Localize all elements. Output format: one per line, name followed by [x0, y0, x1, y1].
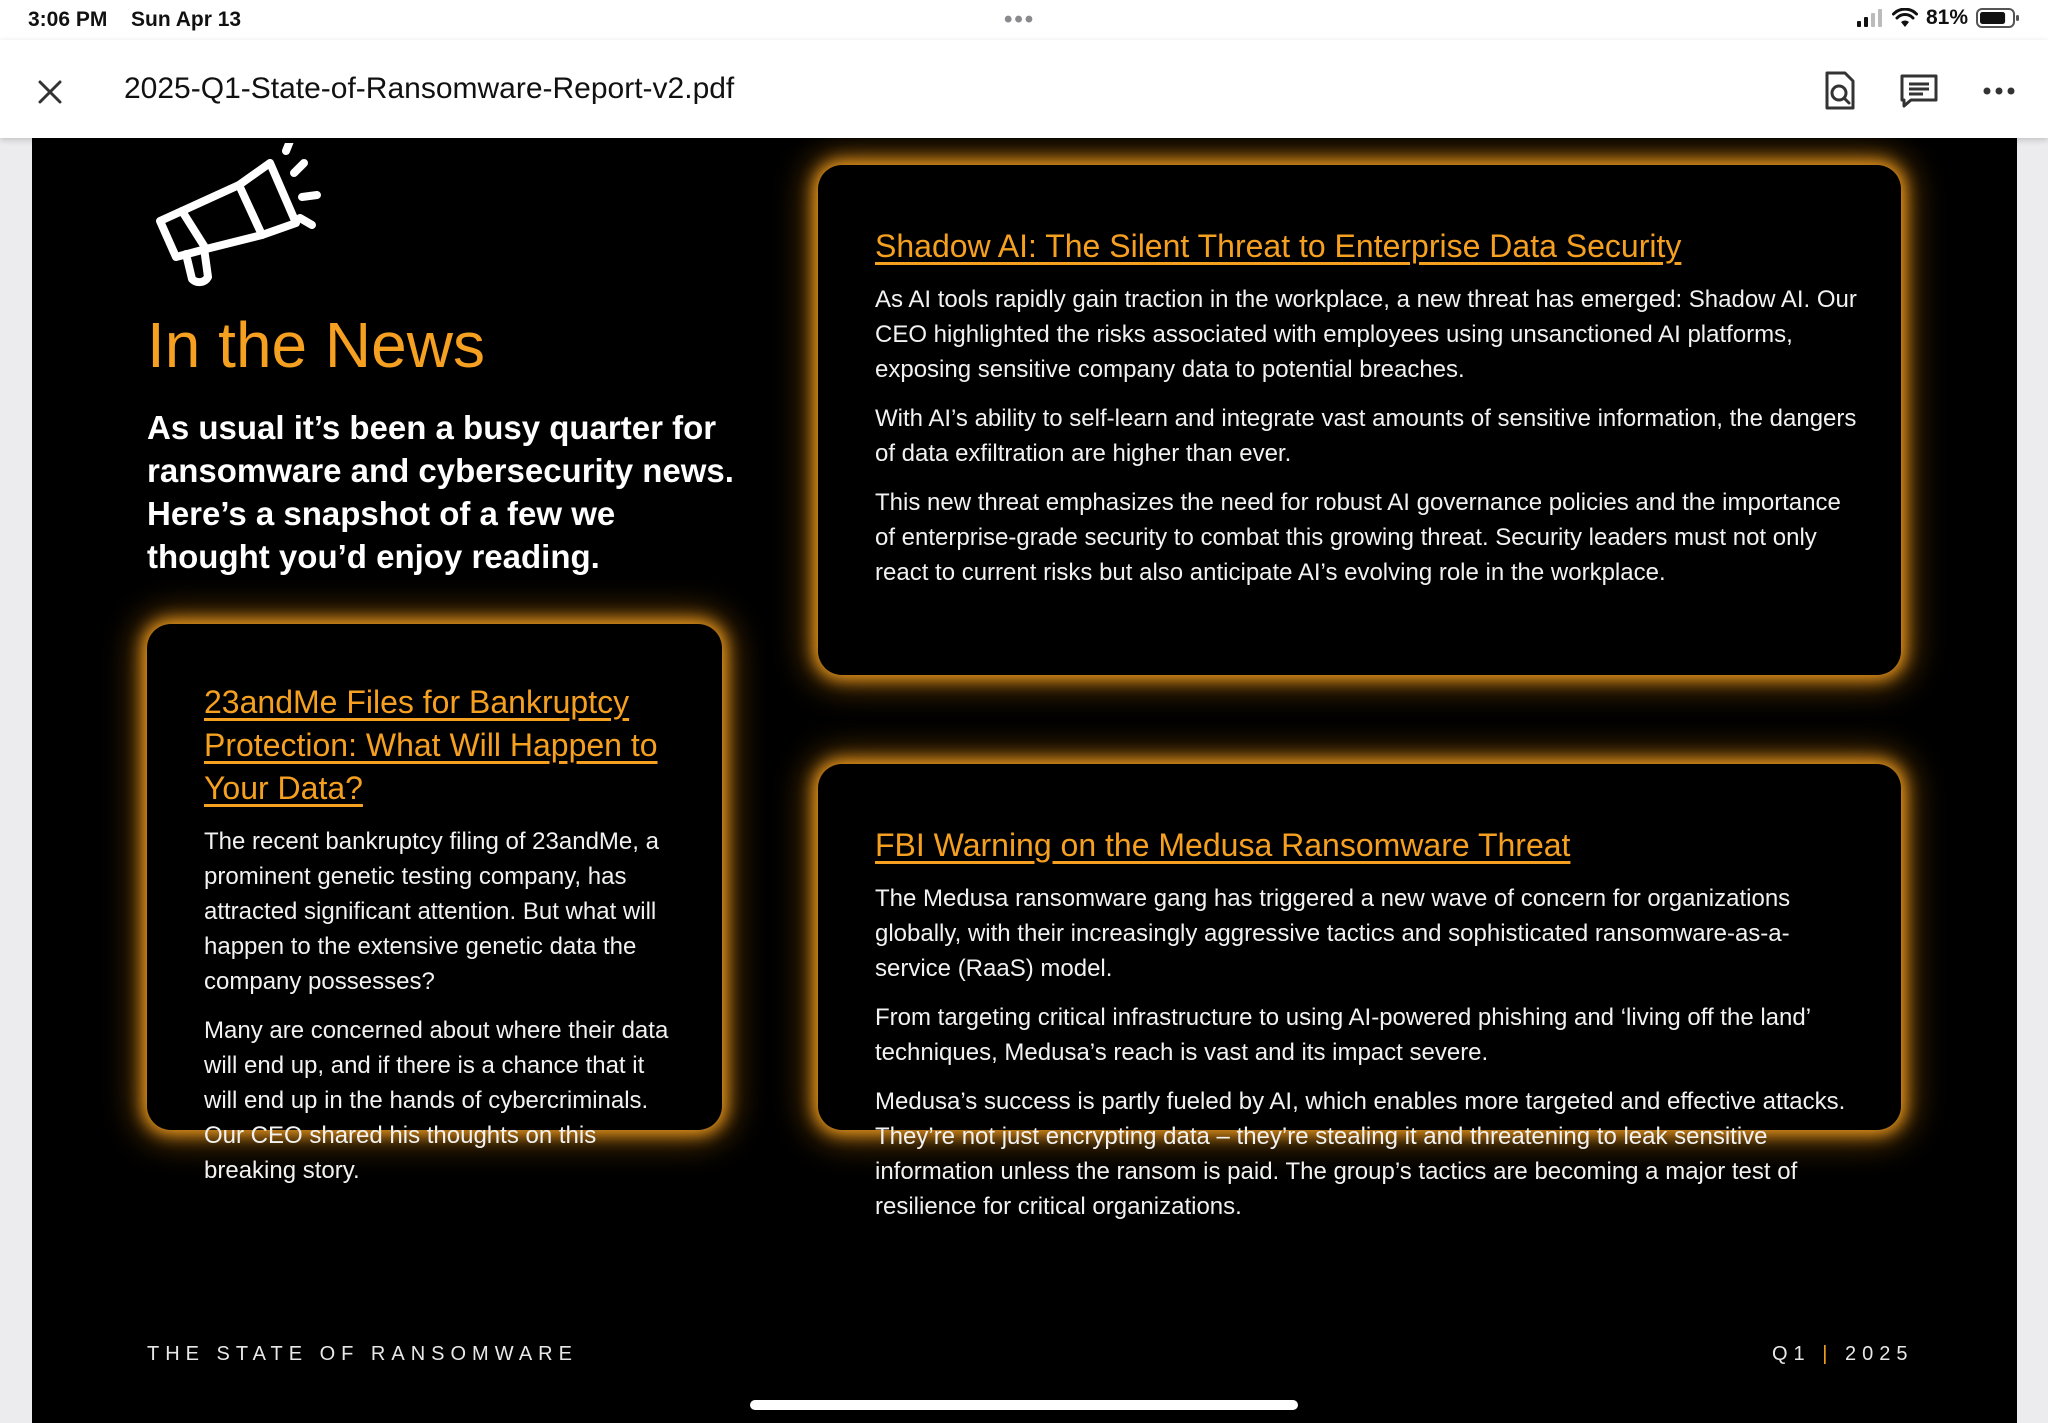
article-link-medusa[interactable]: FBI Warning on the Medusa Ransomware Threat: [875, 827, 1571, 863]
document-search-icon: [1823, 71, 1857, 111]
megaphone-icon: [144, 143, 324, 293]
battery-percent: 81%: [1925, 6, 1968, 29]
article-paragraph: This new threat emphasizes the need for robust AI governance policies and the importance of enterprise-grade security to combat this growing threat. Security leaders must not only react to current risks but also anticipate AI’s evolving role in the workplace.: [875, 489, 1841, 586]
article-paragraph: Many are concerned about where their data will end up, and if there is a chance that it will end up in the hands of cybercriminals. Our CEO shared his thoughts on this breaking story.: [204, 1017, 669, 1184]
close-button[interactable]: [30, 72, 70, 112]
comments-button[interactable]: [1894, 66, 1944, 116]
footer-quarter: Q1: [1772, 1343, 1811, 1365]
news-card-medusa: [818, 764, 1901, 1220]
multitasking-dots[interactable]: •••: [1004, 6, 1036, 33]
close-icon: [37, 79, 63, 105]
intro-text: As usual it’s been a busy quarter for ransomware and cybersecurity news. Here’s a snapshot of a few we thought you’d enjoy reading.: [147, 409, 734, 575]
article-paragraph: As AI tools rapidly gain traction in the workplace, a new threat has emerged: Shadow AI. Our CEO highlighted the risks associated with employees using unsanctioned AI platforms, exposing sensitive company data to potential breaches.: [875, 286, 1857, 383]
footer-separator: |: [1822, 1343, 1834, 1365]
status-time: 3:06 PM: [28, 8, 108, 31]
more-icon: [1982, 86, 2016, 96]
home-indicator[interactable]: [750, 1400, 1298, 1410]
article-paragraph: With AI’s ability to self-learn and integrate vast amounts of sensitive information, the dangers of data exfiltration are higher than ever.: [875, 405, 1857, 467]
document-title: 2025-Q1-State-of-Ransomware-Report-v2.pdf: [124, 72, 735, 105]
news-card-shadow-ai: [818, 165, 1901, 675]
article-paragraph: The Medusa ransomware gang has triggered a new wave of concern for organizations globally, with their increasingly aggressive tactics and sophisticated ransomware-as-a-service (RaaS) model.: [875, 885, 1791, 982]
more-options-button[interactable]: [1974, 66, 2024, 116]
battery-icon: [1976, 7, 2020, 29]
search-document-button[interactable]: [1815, 66, 1865, 116]
article-paragraph: The recent bankruptcy filing of 23andMe, a prominent genetic testing company, has attracted significant attention. But what will happen to the extensive genetic data the company possesses?: [204, 828, 659, 995]
footer-period: [1772, 1343, 1914, 1366]
status-right: [1856, 6, 2020, 30]
news-card-23andme: [147, 624, 722, 1184]
article-paragraph: From targeting critical infrastructure to using AI-powered phishing and ‘living off the land’ techniques, Medusa’s reach is vast and its impact severe.: [875, 1004, 1811, 1066]
article-paragraph: Medusa’s success is partly fueled by AI, which enables more targeted and effective attacks. They’re not just encrypting data – they’re stealing it and threatening to leak sensitive information unless the ransom is paid. The group’s tactics are becoming a major test of resilience for critical organizations.: [875, 1088, 1846, 1220]
status-bar: [0, 0, 2048, 40]
section-title: In the News: [147, 309, 485, 381]
status-date: Sun Apr 13: [131, 8, 242, 31]
pdf-page[interactable]: [32, 138, 2017, 1423]
app-toolbar: [0, 40, 2048, 138]
article-link-shadow-ai[interactable]: Shadow AI: The Silent Threat to Enterprise Data Security: [875, 228, 1682, 264]
footer-year: 2025: [1845, 1343, 1914, 1365]
footer-report-name: THE STATE OF RANSOMWARE: [147, 1343, 578, 1365]
wifi-icon: [1892, 8, 1918, 28]
article-link-23andme[interactable]: 23andMe Files for Bankruptcy Protection: What Will Happen to Your Data?: [204, 684, 658, 806]
cellular-signal-icon: [1856, 9, 1884, 27]
comment-icon: [1899, 73, 1939, 109]
